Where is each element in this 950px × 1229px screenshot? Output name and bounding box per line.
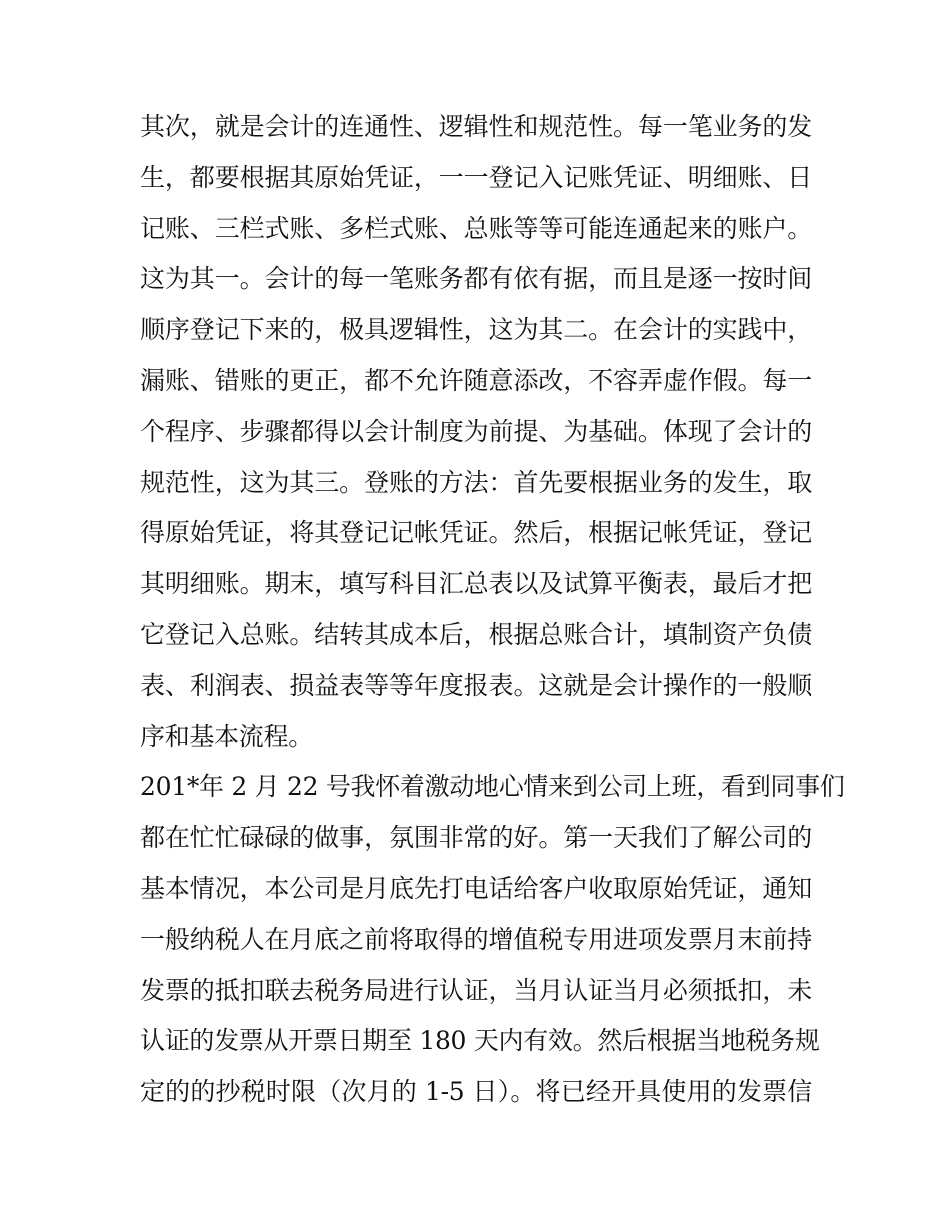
text-line: 序和基本流程。 [140, 721, 313, 751]
text-line: 定的的抄税时限（次月的 1-5 日）。将已经开具使用的发票信 [140, 1077, 812, 1107]
paragraph-1 [140, 102, 812, 762]
text-line: 记账、三栏式账、多栏式账、总账等等可能连通起来的账户。 [140, 213, 812, 243]
text-line: 表、利润表、损益表等等年度报表。这就是会计操作的一般顺 [140, 670, 812, 700]
text-line: 一般纳税人在月底之前将取得的增值税专用进项发票月末前持 [140, 924, 812, 954]
paragraph-2 [140, 762, 845, 1118]
text-line: 个程序、步骤都得以会计制度为前提、为基础。体现了会计的 [140, 416, 812, 446]
text-line: 201*年 2 月 22 号我怀着激动地心情来到公司上班，看到同事们 [140, 772, 845, 802]
text-line: 发票的抵扣联去税务局进行认证，当月认证当月必须抵扣，未 [140, 975, 812, 1005]
text-line: 它登记入总账。结转其成本后，根据总账合计，填制资产负债 [140, 619, 812, 649]
text-line: 其明细账。期末，填写科目汇总表以及试算平衡表，最后才把 [140, 569, 812, 599]
text-line: 这为其一。会计的每一笔账务都有依有据，而且是逐一按时间 [140, 264, 812, 294]
text-line: 都在忙忙碌碌的做事，氛围非常的好。第一天我们了解公司的 [140, 823, 812, 853]
document-body [140, 102, 845, 1118]
text-line: 认证的发票从开票日期至 180 天内有效。然后根据当地税务规 [140, 1026, 820, 1056]
text-line: 规范性，这为其三。登账的方法：首先要根据业务的发生，取 [140, 467, 812, 497]
text-line: 得原始凭证，将其登记记帐凭证。然后，根据记帐凭证，登记 [140, 518, 812, 548]
text-line: 基本情况，本公司是月底先打电话给客户收取原始凭证，通知 [140, 873, 812, 903]
text-line: 其次，就是会计的连通性、逻辑性和规范性。每一笔业务的发 [140, 112, 812, 141]
text-line: 生，都要根据其原始凭证，一一登记入记账凭证、明细账、日 [140, 162, 812, 192]
text-line: 顺序登记下来的，极具逻辑性，这为其二。在会计的实践中， [140, 315, 812, 345]
text-line: 漏账、错账的更正，都不允许随意添改，不容弄虚作假。每一 [140, 365, 812, 395]
